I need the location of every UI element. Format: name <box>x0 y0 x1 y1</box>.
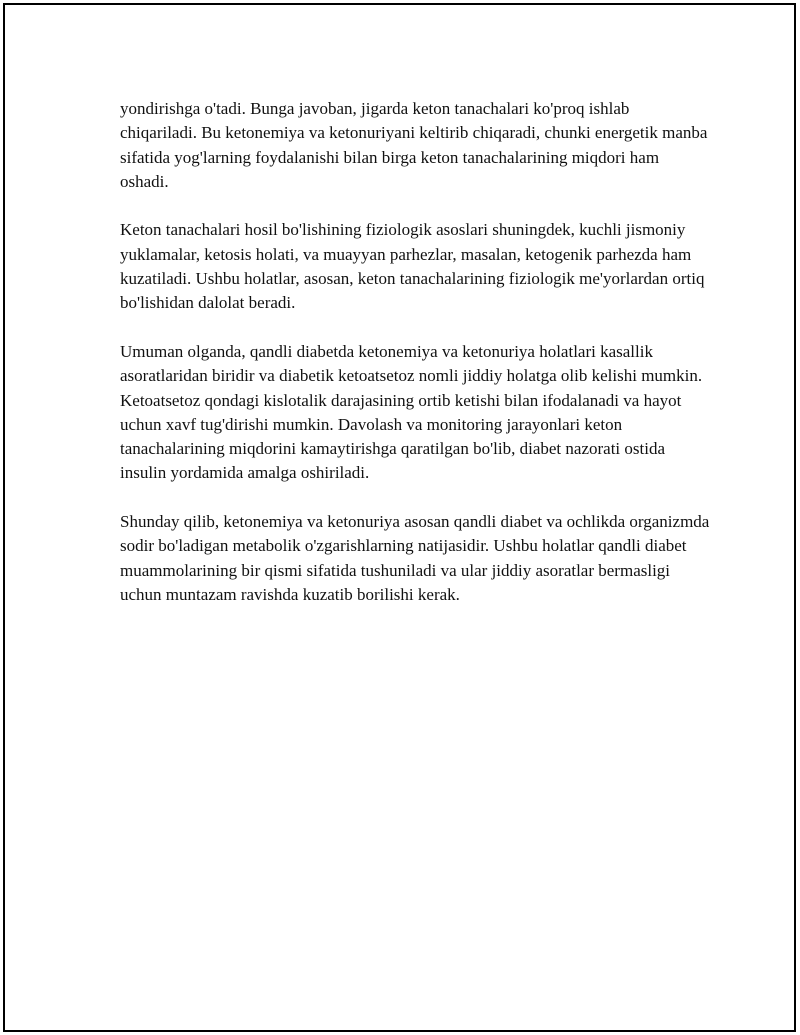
document-page <box>3 3 796 1032</box>
paragraph-4: Shunday qilib, ketonemiya va ketonuriya asosan qandli diabet va ochlikda organizmda sodir bo'ladigan metabolik o'zgarishlarning natijasidir. Ushbu holatlar qandli diabet muammolarining bir qismi sifatida tushuniladi va ular jiddiy asoratlar bermasligi uchun muntazam ravishda kuzatib borilishi kerak. <box>120 512 710 604</box>
paragraph-1: yondirishga o'tadi. Bunga javoban, jigarda keton tanachalari ko'proq ishlab chiqariladi. Bu ketonemiya va ketonuriyani keltirib chiqaradi, chunki energetik manba sifatida yog'larning foydalanishi bilan birga keton tanachalarining miqdori ham oshadi. <box>120 99 708 191</box>
paragraph-2: Keton tanachalari hosil bo'lishining fiziologik asoslari shuningdek, kuchli jismoniy yuklamalar, ketosis holati, va muayyan parhezlar, masalan, ketogenik parhezda ham kuzatiladi. Ushbu holatlar, asosan, keton tanachalarining fiziologik me'yorlardan ortiq bo'lishidan dalolat beradi. <box>120 220 705 313</box>
paragraph-3: Umuman olganda, qandli diabetda ketonemiya va ketonuriya holatlari kasallik asoratlaridan biridir va diabetik ketoatsetoz nomli jiddiy holatga olib kelishi mumkin. Ketoatsetoz qondagi kislotalik darajasining ortib ketishi bilan ifodalanadi va hayot uchun xavf tug'dirishi mumkin. Davolash va monitoring jarayonlari keton tanachalarining miqdorini kamaytirishga qaratilgan bo'lib, diabet nazorati ostida insulin yordamida amalga oshiriladi. <box>120 341 703 483</box>
document-body <box>120 97 710 632</box>
